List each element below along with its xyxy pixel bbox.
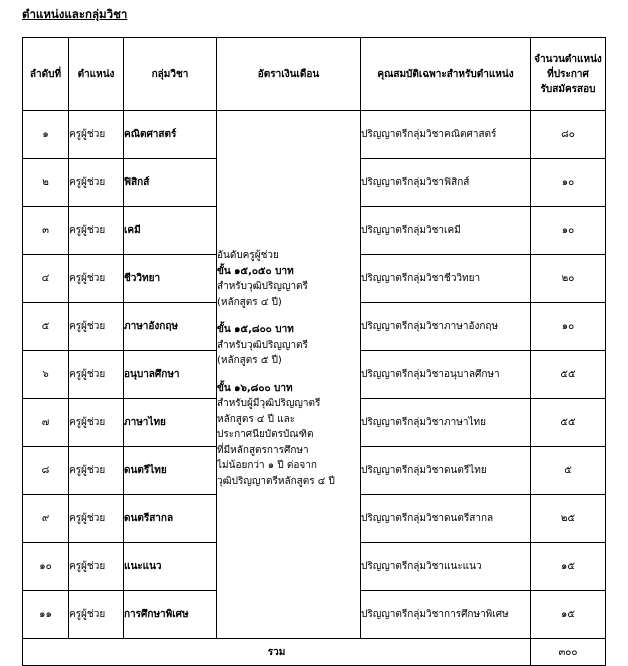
salary-detail: วุฒิปริญญาตรีหลักสูตร ๔ ปี	[217, 475, 335, 487]
cell-position: ครูผู้ช่วย	[69, 447, 124, 495]
cell-count: ๒๕	[531, 495, 606, 543]
salary-amount: ขั้น ๑๕,๐๕๐ บาท	[217, 265, 294, 277]
salary-amount: ขั้น ๑๖,๘๐๐ บาท	[217, 382, 293, 394]
cell-position: ครูผู้ช่วย	[69, 351, 124, 399]
cell-qualification: ปริญญาตรีกลุ่มวิชาดนตรีสากล	[361, 495, 531, 543]
header-group: กลุ่มวิชา	[124, 38, 217, 111]
cell-group: ชีววิทยา	[124, 255, 217, 303]
salary-detail: (หลักสูตร ๕ ปี)	[217, 355, 282, 366]
cell-no: ๒	[23, 159, 69, 207]
cell-group: การศึกษาพิเศษ	[124, 591, 217, 639]
salary-detail: สำหรับวุฒิปริญญาตรี	[217, 281, 308, 292]
cell-qualification: ปริญญาตรีกลุ่มวิชาเคมี	[361, 207, 531, 255]
cell-count: ๑๐	[531, 207, 606, 255]
cell-position: ครูผู้ช่วย	[69, 207, 124, 255]
salary-detail: สำหรับผู้มีวุฒิปริญญาตรี	[217, 398, 321, 409]
cell-group: เคมี	[124, 207, 217, 255]
cell-qualification: ปริญญาตรีกลุ่มวิชาแนะแนว	[361, 543, 531, 591]
cell-position: ครูผู้ช่วย	[69, 111, 124, 159]
cell-no: ๘	[23, 447, 69, 495]
cell-qualification: ปริญญาตรีกลุ่มวิชาการศึกษาพิเศษ	[361, 591, 531, 639]
cell-no: ๑	[23, 111, 69, 159]
cell-count: ๒๐	[531, 255, 606, 303]
salary-detail: หลักสูตร ๔ ปี และ	[217, 413, 296, 425]
cell-group: ภาษาไทย	[124, 399, 217, 447]
cell-count: ๕๕	[531, 351, 606, 399]
cell-group: คณิตศาสตร์	[124, 111, 217, 159]
header-count-line: ที่ประกาศ	[547, 68, 589, 80]
cell-qualification: ปริญญาตรีกลุ่มวิชาดนตรีไทย	[361, 447, 531, 495]
header-position: ตำแหน่ง	[69, 38, 124, 111]
cell-position: ครูผู้ช่วย	[69, 495, 124, 543]
cell-position: ครูผู้ช่วย	[69, 255, 124, 303]
cell-qualification: ปริญญาตรีกลุ่มวิชาคณิตศาสตร์	[361, 111, 531, 159]
cell-qualification: ปริญญาตรีกลุ่มวิชาภาษาอังกฤษ	[361, 303, 531, 351]
salary-detail: ไม่น้อยกว่า ๑ ปี ต่อจาก	[217, 460, 317, 471]
cell-qualification: ปริญญาตรีกลุ่มวิชาอนุบาลศึกษา	[361, 351, 531, 399]
cell-group: แนะแนว	[124, 543, 217, 591]
cell-qualification: ปริญญาตรีกลุ่มวิชาฟิสิกส์	[361, 159, 531, 207]
cell-count: ๑๕	[531, 591, 606, 639]
cell-no: ๖	[23, 351, 69, 399]
salary-detail: ที่มีหลักสูตรการศึกษา	[217, 444, 309, 456]
cell-count: ๕	[531, 447, 606, 495]
salary-amount: ขั้น ๑๕,๘๐๐ บาท	[217, 324, 294, 335]
cell-position: ครูผู้ช่วย	[69, 303, 124, 351]
cell-no: ๑๐	[23, 543, 69, 591]
positions-table	[22, 37, 606, 666]
cell-no: ๓	[23, 207, 69, 255]
cell-count: ๑๕	[531, 543, 606, 591]
salary-detail: ประกาศนียบัตรบัณฑิต	[217, 429, 314, 440]
cell-no: ๕	[23, 303, 69, 351]
cell-count: ๑๐	[531, 303, 606, 351]
header-salary: อัตราเงินเดือน	[217, 38, 361, 111]
cell-position: ครูผู้ช่วย	[69, 543, 124, 591]
table-header-row	[23, 38, 606, 111]
total-label: รวม	[23, 639, 531, 666]
salary-tier-1	[217, 248, 360, 310]
cell-count: ๑๐	[531, 159, 606, 207]
header-count	[531, 38, 606, 111]
header-qualification: คุณสมบัติเฉพาะสำหรับตำแหน่ง	[361, 38, 531, 111]
cell-group: ดนตรีสากล	[124, 495, 217, 543]
salary-detail: (หลักสูตร ๔ ปี)	[217, 296, 282, 308]
salary-cell	[217, 111, 361, 639]
cell-no: ๑๑	[23, 591, 69, 639]
section-heading: ตำแหน่งและกลุ่มวิชา	[22, 7, 128, 21]
cell-qualification: ปริญญาตรีกลุ่มวิชาชีววิทยา	[361, 255, 531, 303]
cell-group: อนุบาลศึกษา	[124, 351, 217, 399]
cell-no: ๔	[23, 255, 69, 303]
cell-count: ๘๐	[531, 111, 606, 159]
total-value: ๓๐๐	[531, 639, 606, 666]
cell-position: ครูผู้ช่วย	[69, 399, 124, 447]
salary-detail: สำหรับวุฒิปริญญาตรี	[217, 339, 308, 351]
salary-tier-2	[217, 322, 360, 369]
total-row	[23, 639, 606, 666]
header-count-line: จำนวนตำแหน่ง	[534, 53, 602, 65]
cell-group: ฟิสิกส์	[124, 159, 217, 207]
cell-position: ครูผู้ช่วย	[69, 591, 124, 639]
salary-tier-3	[217, 381, 360, 490]
cell-no: ๙	[23, 495, 69, 543]
cell-group: ดนตรีไทย	[124, 447, 217, 495]
table-row	[23, 111, 606, 159]
salary-intro: อันดับครูผู้ช่วย	[217, 250, 279, 261]
header-no: ลำดับที่	[23, 38, 69, 111]
cell-qualification: ปริญญาตรีกลุ่มวิชาภาษาไทย	[361, 399, 531, 447]
cell-count: ๕๕	[531, 399, 606, 447]
cell-position: ครูผู้ช่วย	[69, 159, 124, 207]
cell-group: ภาษาอังกฤษ	[124, 303, 217, 351]
header-count-line: รับสมัครสอบ	[540, 83, 596, 95]
cell-no: ๗	[23, 399, 69, 447]
